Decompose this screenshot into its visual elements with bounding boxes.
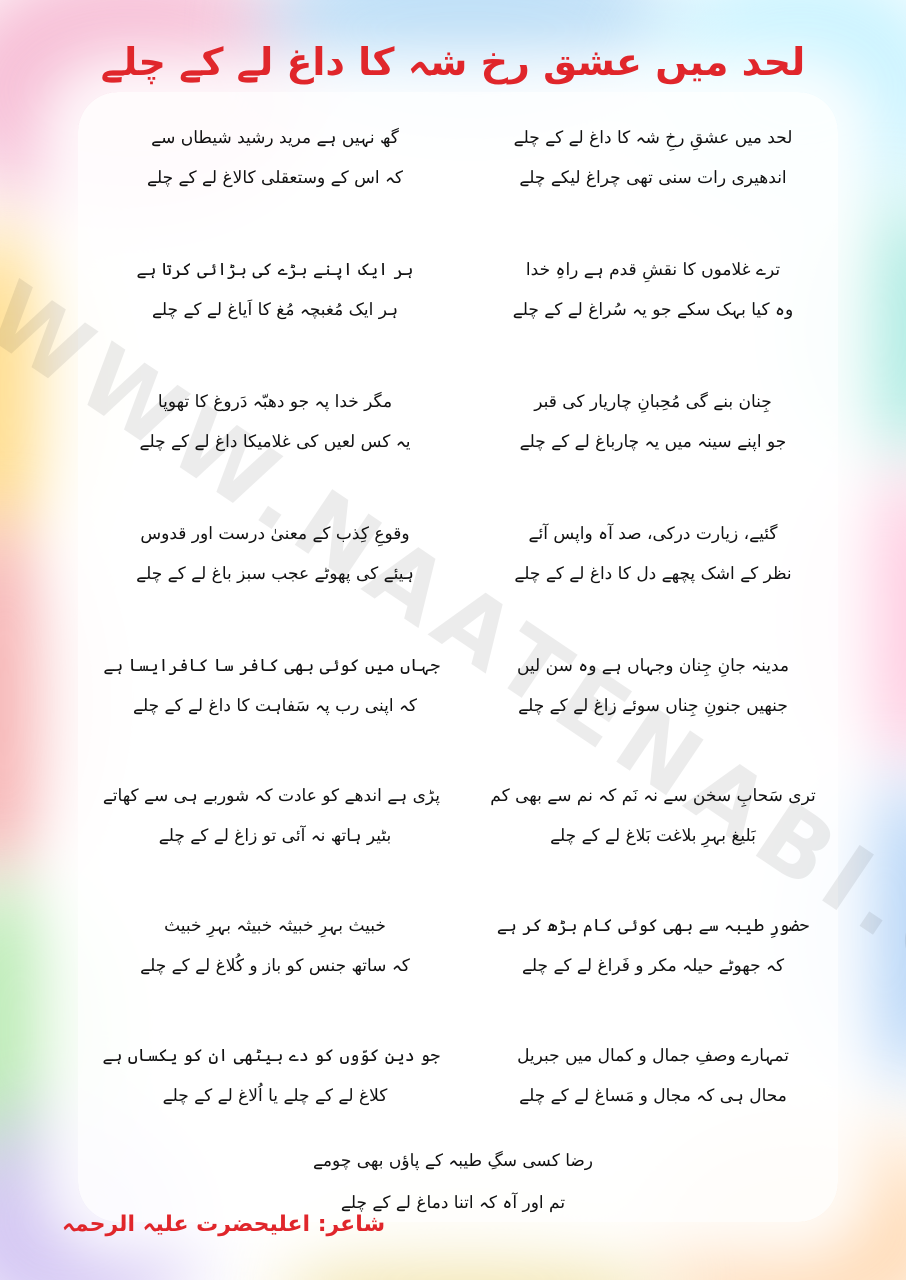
- poet-credit: شاعر: اعلیحضرت علیہ الرحمہ: [62, 1212, 386, 1237]
- couplet-1-left: [110, 118, 440, 198]
- verse-line: ہر ایک مُغبچہ مُغ کا اَیاغ لے کے چلے: [151, 300, 399, 320]
- verse-line: جنھیں جنونِ جِناں سوئے زاغ لے کے چلے: [518, 696, 788, 716]
- verse-line: اندھیری رات سنی تھی چراغ لیکے چلے: [519, 168, 787, 188]
- couplet-3-left: [110, 382, 440, 462]
- verse-line: وہ کیا بہک سکے جو یہ سُراغ لے کے چلے: [512, 300, 794, 320]
- verse-line: جِنان بنے گی مُحِبانِ چاریار کی قبر: [534, 392, 772, 412]
- verse-line: محال ہی کہ مجال و مَساغ لے کے چلے: [519, 1086, 787, 1106]
- couplet-1-right: [488, 118, 818, 198]
- couplet-5-left: [103, 646, 440, 726]
- verse-line: ہر ایک اپنے بڑے کی بڑائی کرتا ہے: [136, 260, 414, 280]
- verse-line: ترے غلاموں کا نقشِ قدم ہے راہِ خدا: [525, 260, 781, 280]
- couplet-7-left: [110, 906, 440, 986]
- verse-line: مدینہ جانِ جِنان وجہاں ہے وہ سن لیں: [516, 656, 790, 676]
- verse-line: ہیئے کی پھوٹے عجب سبز باغ لے کے چلے: [136, 564, 414, 584]
- verse-line: گئیے، زیارت درکی، صد آہ واپس آئے: [528, 524, 778, 544]
- verse-line: تمہارے وصفِ جمال و کمال میں جبریل: [517, 1046, 789, 1066]
- couplet-2-right: [488, 250, 818, 330]
- couplet-6-left: [102, 776, 440, 856]
- verse-line: پڑی ہے اندھے کو عادت کہ شوربے ہی سے کھاتے: [102, 786, 440, 806]
- verse-line: کہ جھوٹے حیلہ مکر و فَراغ لے کے چلے: [521, 956, 785, 976]
- verse-line: بٹیر ہاتھ نہ آئی تو زاغ لے کے چلے: [158, 826, 392, 846]
- verse-line: وقوعِ کِذب کے معنیٰ درست اور قدوس: [140, 524, 410, 544]
- couplet-7-right: [488, 906, 818, 986]
- verse-line: حضورِ طیبہ سے بھی کوئی کام بڑھ کر ہے: [496, 916, 810, 936]
- verse-line: کہ اپنی رب پہ سَفاہت کا داغ لے کے چلے: [132, 696, 418, 716]
- couplet-6-right: [488, 776, 818, 856]
- verse-line: کلاغ لے کے چلے یا اُلاغ لے کے چلے: [162, 1086, 388, 1106]
- verse-line: لحد میں عشقِ رخِ شہ کا داغ لے کے چلے: [513, 128, 793, 148]
- verse-line: کہ اس کے وستعقلی کالاغ لے کے چلے: [147, 168, 403, 188]
- couplet-4-left: [110, 514, 440, 594]
- verse-line: جو دین کوّوں کو دے بیٹھی ان کو یکساں ہے: [102, 1046, 440, 1066]
- verse-line: جو اپنے سینہ میں یہ چارباغ لے کے چلے: [519, 432, 787, 452]
- verse-line: جہاں میں کوئی بھی کافر سا کافرایسا ہے: [103, 656, 440, 676]
- verse-line: مگر خدا پہ جو دھبّہ دَروغ کا تھوپا: [157, 392, 393, 412]
- page-title: لحد میں عشق رخ شہ کا داغ لے کے چلے: [100, 40, 806, 84]
- couplet-2-left: [110, 250, 440, 330]
- verse-line: گھ نہیں ہے مرید رشید شیطاں سے: [151, 128, 399, 148]
- verse-line: بَلیغ بہرِ بلاغت بَلاغ لے کے چلے: [550, 826, 756, 846]
- couplet-8-right: [488, 1036, 818, 1116]
- couplet-3-right: [488, 382, 818, 462]
- verse-line: کہ ساتھ جنس کو باز و کُلاغ لے کے چلے: [140, 956, 410, 976]
- verse-line: رضا کسی سگِ طیبہ کے پاؤں بھی چومے: [312, 1151, 594, 1171]
- couplet-4-right: [488, 514, 818, 594]
- couplet-5-right: [488, 646, 818, 726]
- verse-line: خبیث بہرِ خبیثہ خبیثہ بہرِ خبیث: [164, 916, 386, 936]
- verse-line: نظر کے اشک پچھے دل کا داغ لے کے چلے: [514, 564, 792, 584]
- couplet-8-left: [102, 1036, 440, 1116]
- verse-line: یہ کس لعیں کی غلامیکا داغ لے کے چلے: [139, 432, 411, 452]
- verse-line: تم اور آہ کہ اتنا دماغ لے کے چلے: [340, 1193, 566, 1213]
- verse-line: تری سَحابِ سخن سے نہ نَم کہ نم سے بھی کم: [490, 786, 816, 806]
